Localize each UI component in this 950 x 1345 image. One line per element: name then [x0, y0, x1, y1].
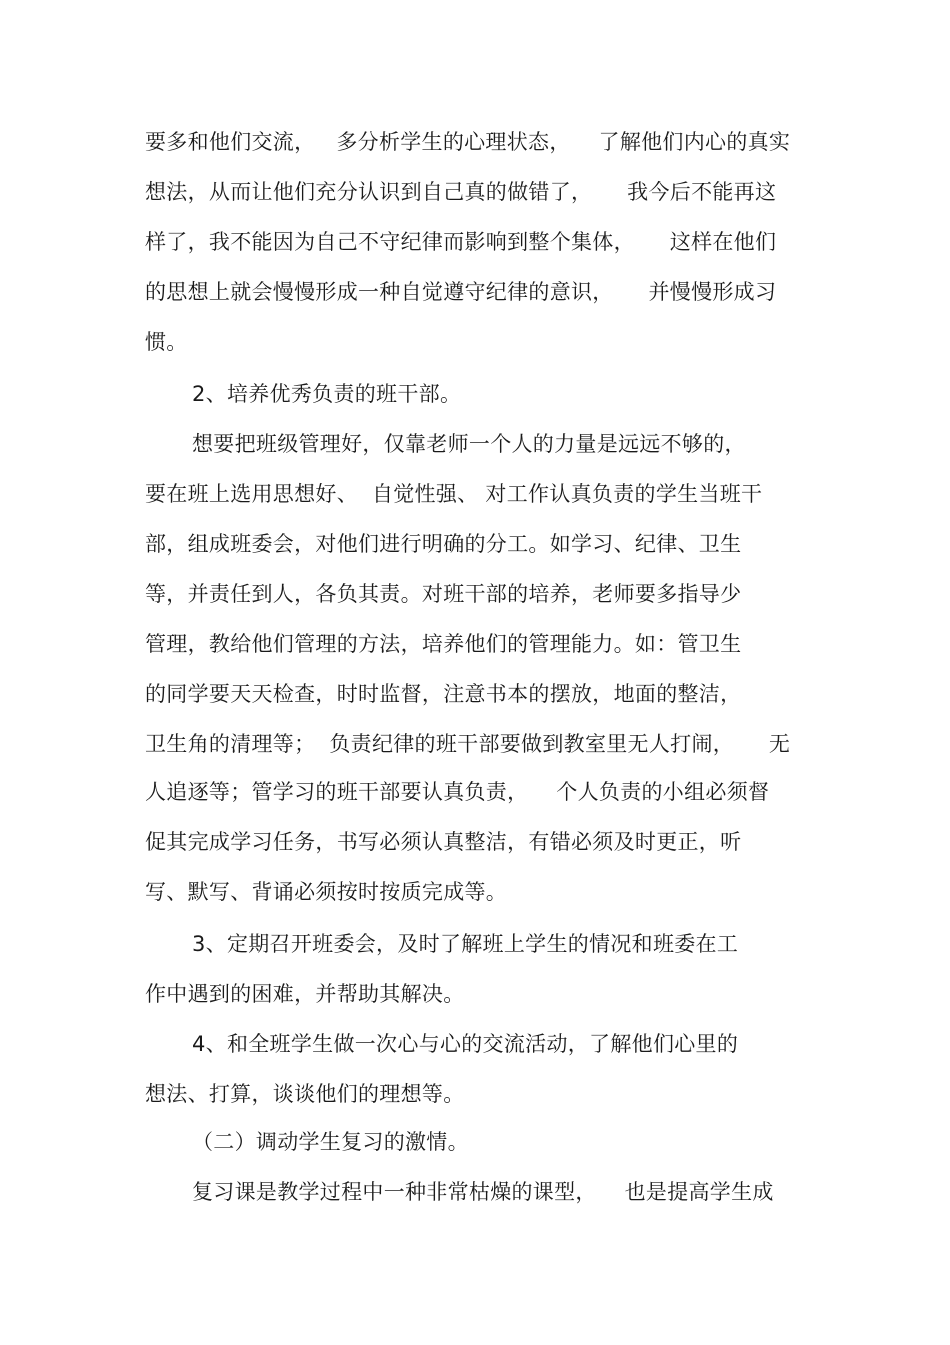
- text-line: 想法、打算，谈谈他们的理想等。: [145, 1082, 465, 1106]
- paragraph-first-line: 想要把班级管理好，仅靠老师一个人的力量是远远不够的，: [192, 432, 746, 456]
- text-line: 的思想上就会慢慢形成一种自觉遵守纪律的意识， 并慢慢形成习: [145, 280, 777, 304]
- text-line: 想法，从而让他们充分认识到自己真的做错了， 我今后不能再这: [145, 180, 777, 204]
- section-heading: 4、和全班学生做一次心与心的交流活动，了解他们心里的: [192, 1032, 739, 1056]
- section-heading: （二）调动学生复习的激情。: [192, 1130, 469, 1154]
- text-line: 惯。: [145, 330, 188, 354]
- text-line: 作中遇到的困难，并帮助其解决。: [145, 982, 465, 1006]
- text-line: 等，并责任到人，各负其责。对班干部的培养，老师要多指导少: [145, 582, 742, 606]
- text-line: 部，组成班委会，对他们进行明确的分工。如学习、纪律、卫生: [145, 532, 742, 556]
- section-heading: 3、定期召开班委会，及时了解班上学生的情况和班委在工: [192, 932, 739, 956]
- text-line: 要在班上选用思想好、 自觉性强、 对工作认真负责的学生当班干: [145, 482, 763, 506]
- text-line: 的同学要天天检查，时时监督，注意书本的摆放，地面的整洁，: [145, 682, 742, 706]
- text-line: 人追逐等；管学习的班干部要认真负责， 个人负责的小组必须督: [145, 780, 770, 804]
- text-line: 管理，教给他们管理的方法，培养他们的管理能力。如：管卫生: [145, 632, 742, 656]
- text-line: 要多和他们交流， 多分析学生的心理状态， 了解他们内心的真实: [145, 130, 791, 154]
- section-heading: 2、培养优秀负责的班干部。: [192, 382, 462, 406]
- paragraph-first-line: 复习课是教学过程中一种非常枯燥的课型， 也是提高学生成: [192, 1180, 774, 1204]
- text-line: 写、默写、背诵必须按时按质完成等。: [145, 880, 508, 904]
- text-line: 样了，我不能因为自己不守纪律而影响到整个集体， 这样在他们: [145, 230, 777, 254]
- text-line: 促其完成学习任务，书写必须认真整洁，有错必须及时更正，听: [145, 830, 742, 854]
- text-line: 卫生角的清理等； 负责纪律的班干部要做到教室里无人打闹， 无: [145, 732, 791, 756]
